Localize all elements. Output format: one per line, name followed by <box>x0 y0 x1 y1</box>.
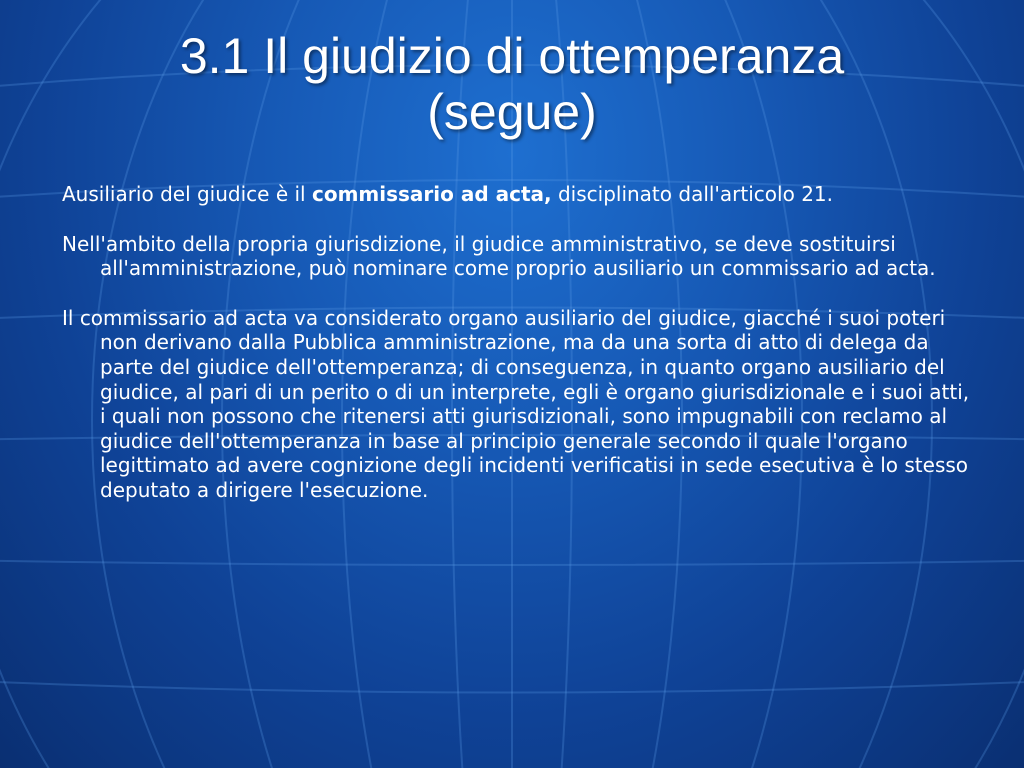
paragraph-1-text-start: Ausiliario del giudice è il <box>62 182 312 206</box>
title-line-1: 3.1 Il giudizio di ottemperanza <box>179 28 845 84</box>
slide-title <box>0 28 1024 140</box>
paragraph-1-text-end: disciplinato dall'articolo 21. <box>551 182 833 206</box>
paragraph-1 <box>62 182 972 207</box>
paragraph-3: Il commissario ad acta va considerato organo ausiliario del giudice, giacché i suoi poteri non derivano dalla Pubblica amministrazione, ma da una sorta di atto di delega da parte del giudice dell'ottemperanza; di conseguenza, in quanto organo ausiliario del giudice, al pari di un perito o di un interprete, egli è organo giurisdizionale e i suoi atti, i quali non possono che ritenersi atti giurisdizionali, sono impugnabili con reclamo al giudice dell'ottemperanza in base al principio generale secondo il quale l'organo legittimato ad avere cognizione degli incidenti verificatisi in sede esecutiva è lo stesso deputato a dirigere l'esecuzione. <box>62 305 970 502</box>
title-line-2: (segue) <box>427 84 597 140</box>
slide-body <box>62 182 972 528</box>
paragraph-1-bold-term: commissario ad acta, <box>311 182 552 206</box>
paragraph-2: Nell'ambito della propria giurisdizione, il giudice amministrativo, se deve sostituirsi all'amministrazione, può nominare come proprio ausiliario un commissario ad acta. <box>62 231 936 281</box>
